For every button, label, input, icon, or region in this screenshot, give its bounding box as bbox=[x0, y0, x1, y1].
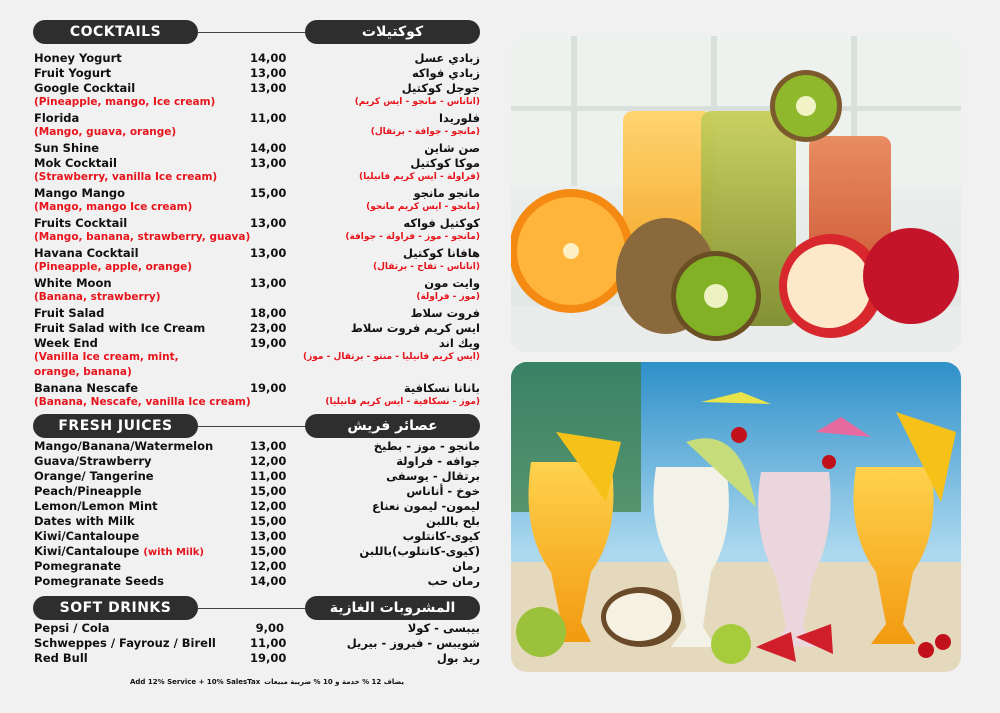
item-name-text: Kiwi/Cantaloupe bbox=[34, 544, 140, 558]
item-name-ar: برتقال - يوسفى bbox=[386, 469, 480, 483]
item-name-en bbox=[34, 439, 213, 453]
item-name-text: Florida bbox=[34, 111, 80, 125]
item-name-en bbox=[34, 621, 110, 635]
item-name-ar: جوجل كوكتيل bbox=[401, 81, 480, 95]
item-price: 12,00 bbox=[250, 454, 287, 468]
item-price: 13,00 bbox=[250, 246, 287, 260]
item-ingredients-en: (Vanilla Ice cream, mint, bbox=[34, 351, 179, 363]
item-name-text: Mango Mango bbox=[34, 186, 126, 200]
item-name-ar: كيوى-كانتلوب bbox=[402, 529, 480, 543]
item-name-ar: مانجو مانجو bbox=[413, 186, 480, 200]
item-name-en bbox=[34, 559, 121, 573]
item-name-text: Peach/Pineapple bbox=[34, 484, 142, 498]
item-name-ar: مانجو - موز - بطيخ bbox=[373, 439, 480, 453]
item-name-en bbox=[34, 529, 139, 543]
item-ingredients-en: (Mango, banana, strawberry, guava) bbox=[34, 231, 251, 243]
item-price: 19,00 bbox=[250, 651, 287, 665]
item-name-ar: ليمون- ليمون نعناع bbox=[372, 499, 480, 513]
item-name-text: Pomegranate bbox=[34, 559, 122, 573]
item-name-ar: خوخ - أناناس bbox=[406, 484, 480, 498]
item-name-text: Week End bbox=[34, 336, 98, 350]
item-price: 11,00 bbox=[250, 636, 287, 650]
item-price: 13,00 bbox=[250, 156, 287, 170]
item-name-text: Fruit Salad with Ice Cream bbox=[34, 321, 206, 335]
item-name-en bbox=[34, 574, 164, 588]
item-name-ar: جوافه - فراولة bbox=[396, 454, 480, 468]
beach-cocktails-photo bbox=[511, 362, 961, 672]
tax-note-ar: يضاف 12 % خدمة و 10 % ضريبة مبيعات bbox=[264, 678, 404, 686]
item-name-en bbox=[34, 636, 216, 650]
item-name-en bbox=[34, 544, 204, 558]
soft-drinks-heading-en: SOFT DRINKS bbox=[33, 596, 198, 620]
item-ingredients-ar: (اناناس - مانجو - ايس كريم) bbox=[354, 97, 480, 107]
item-name-en bbox=[34, 66, 111, 80]
item-ingredients-ar: (اناناس - تفاح - برتقال) bbox=[373, 262, 480, 272]
item-name-ar: رمان bbox=[452, 559, 480, 573]
item-price: 11,00 bbox=[250, 111, 287, 125]
fruit-cocktails-photo bbox=[511, 36, 961, 352]
item-name-ar: بانانا نسكافية bbox=[403, 381, 480, 395]
item-ingredients-ar: (ايس كريم فانيليا - منتو - برتقال - موز) bbox=[303, 352, 480, 362]
item-name-en bbox=[34, 306, 104, 320]
item-name-en bbox=[34, 276, 112, 290]
item-name-ar: فلوريدا bbox=[439, 111, 480, 125]
item-name-en bbox=[34, 514, 135, 528]
item-price: 14,00 bbox=[250, 574, 287, 588]
item-name-en bbox=[34, 336, 98, 350]
item-ingredients-ar: (مانجو - ايس كريم مانجو) bbox=[366, 202, 480, 212]
item-ingredients-ar: (مانجو - جوافة - برتقال) bbox=[370, 127, 480, 137]
item-name-text: Google Cocktail bbox=[34, 81, 136, 95]
item-price: 13,00 bbox=[250, 81, 287, 95]
item-ingredients-ar: (فراولة - ايس كريم فانيليا) bbox=[358, 172, 480, 182]
item-name-ar: شويبس - فيروز - بيريل bbox=[346, 636, 480, 650]
item-name-ar: موكا كوكتيل bbox=[410, 156, 480, 170]
item-name-ar: صن شاين bbox=[424, 141, 480, 155]
item-name-text: Mok Cocktail bbox=[34, 156, 117, 170]
item-price: 14,00 bbox=[250, 51, 287, 65]
item-name-en bbox=[34, 81, 135, 95]
item-name-ar: زبادي فواكه bbox=[411, 66, 480, 80]
item-name-en bbox=[34, 111, 79, 125]
item-name-text: Fruits Cocktail bbox=[34, 216, 128, 230]
item-name-en bbox=[34, 484, 142, 498]
item-name-en bbox=[34, 141, 99, 155]
item-name-en bbox=[34, 499, 158, 513]
item-note: (with Milk) bbox=[143, 547, 204, 558]
item-name-ar: كوكتيل فواكه bbox=[403, 216, 480, 230]
item-name-ar: ايس كريم فروت سلاط bbox=[350, 321, 480, 335]
item-price: 18,00 bbox=[250, 306, 287, 320]
item-name-text: Lemon/Lemon Mint bbox=[34, 499, 158, 513]
item-name-text: Kiwi/Cantaloupe bbox=[34, 529, 140, 543]
item-name-text: Guava/Strawberry bbox=[34, 454, 152, 468]
item-ingredients-en: (Pineapple, mango, Ice cream) bbox=[34, 96, 216, 108]
item-price: 13,00 bbox=[250, 529, 287, 543]
section-divider bbox=[198, 426, 318, 427]
item-price: 23,00 bbox=[250, 321, 287, 335]
item-price: 9,00 bbox=[255, 621, 284, 635]
item-name-text: Red Bull bbox=[34, 651, 88, 665]
item-ingredients-en: (Mango, guava, orange) bbox=[34, 126, 177, 138]
item-ingredients-ar: (مانجو - موز - فراولة - جوافة) bbox=[345, 232, 480, 242]
item-name-text: Havana Cocktail bbox=[34, 246, 139, 260]
item-name-en bbox=[34, 454, 152, 468]
item-name-text: Mango/Banana/Watermelon bbox=[34, 439, 214, 453]
item-price: 15,00 bbox=[250, 484, 287, 498]
item-name-ar: رمان حب bbox=[427, 574, 480, 588]
item-name-en bbox=[34, 156, 117, 170]
item-name-text: Banana Nescafe bbox=[34, 381, 139, 395]
item-price: 12,00 bbox=[250, 559, 287, 573]
item-price: 15,00 bbox=[250, 514, 287, 528]
item-name-en bbox=[34, 469, 154, 483]
item-price: 14,00 bbox=[250, 141, 287, 155]
item-ingredients-en-line2: orange, banana) bbox=[34, 366, 132, 378]
item-name-text: Orange/ Tangerine bbox=[34, 469, 154, 483]
item-price: 11,00 bbox=[250, 469, 287, 483]
item-ingredients-en: (Banana, Nescafe, vanilla Ice cream) bbox=[34, 396, 251, 408]
item-price: 13,00 bbox=[250, 439, 287, 453]
item-name-en bbox=[34, 381, 138, 395]
item-name-ar: (كيوى-كانتلوب)باللبن bbox=[359, 544, 480, 558]
item-name-ar: وايت مون bbox=[424, 276, 480, 290]
item-name-text: Schweppes / Fayrouz / Birell bbox=[34, 636, 216, 650]
item-ingredients-en: (Pineapple, apple, orange) bbox=[34, 261, 193, 273]
fresh-juices-heading-ar: عصائر فريش bbox=[305, 414, 480, 438]
item-name-ar: فروت سلاط bbox=[410, 306, 480, 320]
item-name-en bbox=[34, 51, 122, 65]
item-name-text: Dates with Milk bbox=[34, 514, 135, 528]
item-name-text: White Moon bbox=[34, 276, 112, 290]
item-price: 13,00 bbox=[250, 66, 287, 80]
item-name-text: Fruit Yogurt bbox=[34, 66, 112, 80]
item-name-ar: هافانا كوكتيل bbox=[402, 246, 480, 260]
cocktails-heading-ar: كوكتيلات bbox=[305, 20, 480, 44]
item-price: 15,00 bbox=[250, 544, 287, 558]
item-ingredients-ar: (موز - فراولة) bbox=[416, 292, 480, 302]
item-price: 12,00 bbox=[250, 499, 287, 513]
section-divider bbox=[198, 608, 318, 609]
item-name-text: Pepsi / Cola bbox=[34, 621, 110, 635]
item-ingredients-en: (Strawberry, vanilla Ice cream) bbox=[34, 171, 218, 183]
item-ingredients-en: (Banana, strawberry) bbox=[34, 291, 161, 303]
item-name-text: Fruit Salad bbox=[34, 306, 105, 320]
item-name-text: Sun Shine bbox=[34, 141, 100, 155]
cocktails-heading-en: COCKTAILS bbox=[33, 20, 198, 44]
item-ingredients-en: (Mango, mango Ice cream) bbox=[34, 201, 193, 213]
item-price: 13,00 bbox=[250, 216, 287, 230]
item-name-en bbox=[34, 651, 88, 665]
item-price: 19,00 bbox=[250, 381, 287, 395]
item-name-en bbox=[34, 321, 205, 335]
item-price: 13,00 bbox=[250, 276, 287, 290]
item-name-text: Pomegranate Seeds bbox=[34, 574, 164, 588]
fresh-juices-heading-en: FRESH JUICES bbox=[33, 414, 198, 438]
item-name-en bbox=[34, 216, 127, 230]
item-name-ar: بلح باللبن bbox=[426, 514, 480, 528]
item-price: 15,00 bbox=[250, 186, 287, 200]
section-divider bbox=[198, 32, 318, 33]
soft-drinks-heading-ar: المشروبات الغازية bbox=[305, 596, 480, 620]
item-name-ar: زبادي عسل bbox=[414, 51, 480, 65]
item-name-ar: بيبسى - كولا bbox=[407, 621, 480, 635]
tax-note-en: Add 12% Service + 10% SalesTax bbox=[130, 678, 261, 686]
item-name-en bbox=[34, 186, 125, 200]
item-name-ar: ريد بول bbox=[436, 651, 480, 665]
item-name-en bbox=[34, 246, 139, 260]
item-name-ar: ويك اند bbox=[438, 336, 480, 350]
item-price: 19,00 bbox=[250, 336, 287, 350]
item-ingredients-ar: (موز - نسكافية - ايس كريم فانيليا) bbox=[325, 397, 480, 407]
item-name-text: Honey Yogurt bbox=[34, 51, 122, 65]
